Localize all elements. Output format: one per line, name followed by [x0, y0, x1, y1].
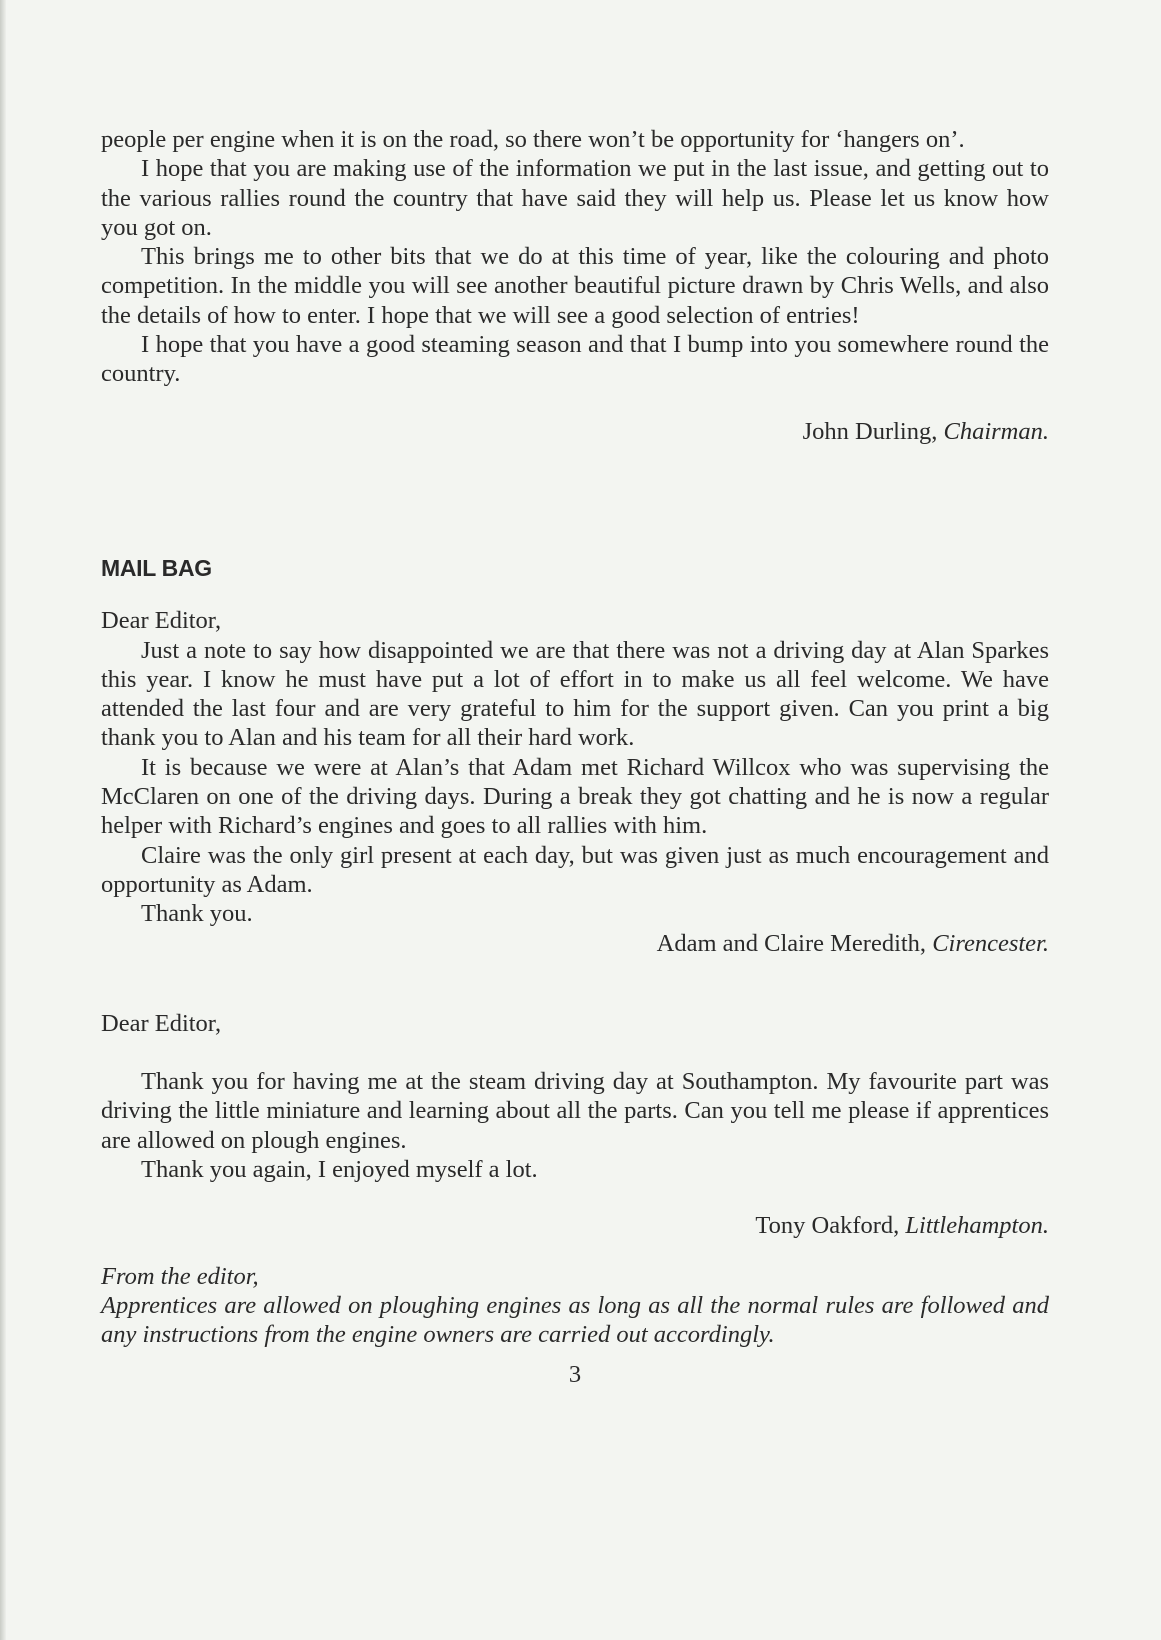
mail-bag-heading: MAIL BAG — [101, 554, 212, 581]
signature-name: John Durling, — [802, 417, 944, 445]
signature-name: Tony Oakford, — [755, 1212, 906, 1240]
letter-paragraph: Thank you for having me at the steam driving day at Southampton. My favourite part was driving the little miniature and learning about all the parts. Can you tell me please if apprentices are allowed on plough engines. — [101, 1068, 1049, 1154]
signature-place: Littlehampton. — [905, 1212, 1049, 1240]
chairman-paragraph: This brings me to other bits that we do at this time of year, like the colouring and photo competition. In the middle you will see another beautiful picture drawn by Chris Wells, and also the details of how to enter. I hope that we will see a good selection of entries! — [101, 243, 1049, 329]
editor-reply-text: Apprentices are allowed on ploughing engines as long as all the normal rules are followed and any instructions from the engine owners are carried out accordingly. — [101, 1291, 1049, 1349]
letter-paragraph: Just a note to say how disappointed we are that there was not a driving day at Alan Sparkes this year. I know he must have put a lot of effort in to make us all feel welcome. We have attended the last four and are very grateful to him for the support given. Can you print a big thank you to Alan and his team for all their hard work. — [101, 636, 1049, 752]
salutation: Dear Editor, — [101, 1009, 222, 1037]
letter-paragraph: It is because we were at Alan’s that Adam met Richard Willcox who was supervising the McClaren on one of the driving days. During a break they got chatting and he is now a regular helper with Richard’s engines and goes to all rallies with him. — [101, 753, 1049, 840]
signature-title: Chairman. — [943, 417, 1049, 445]
letter-paragraph: Thank you. — [141, 900, 253, 928]
letter-paragraph: Claire was the only girl present at each day, but was given just as much encouragement and opportunity as Adam. — [101, 841, 1049, 898]
chairman-paragraph: I hope that you are making use of the information we put in the last issue, and getting out to the various rallies round the country that have said they will help us. Please let us know how you got on. — [101, 155, 1049, 241]
letter-paragraph: Thank you again, I enjoyed myself a lot. — [141, 1156, 538, 1184]
chairman-letter — [101, 125, 1049, 446]
page-edge — [0, 0, 6, 1640]
chairman-paragraph: people per engine when it is on the road, so there won’t be opportunity for ‘hangers on’. — [101, 126, 965, 153]
chairman-signature — [101, 417, 1049, 446]
page-content — [101, 125, 1049, 1389]
signature-name: Adam and Claire Meredith, — [656, 929, 933, 957]
letter-meredith — [101, 606, 1049, 958]
editor-intro: From the editor, — [101, 1262, 259, 1290]
editor-reply — [101, 1262, 1049, 1350]
letter-signature — [101, 1211, 1049, 1240]
letter-oakford — [101, 1009, 1049, 1241]
chairman-paragraph: I hope that you have a good steaming season and that I bump into you somewhere round the country. — [101, 331, 1049, 388]
page-number: 3 — [568, 1360, 582, 1388]
signature-place: Cirencester. — [932, 929, 1049, 957]
salutation: Dear Editor, — [101, 607, 222, 635]
letter-signature — [101, 929, 1049, 958]
